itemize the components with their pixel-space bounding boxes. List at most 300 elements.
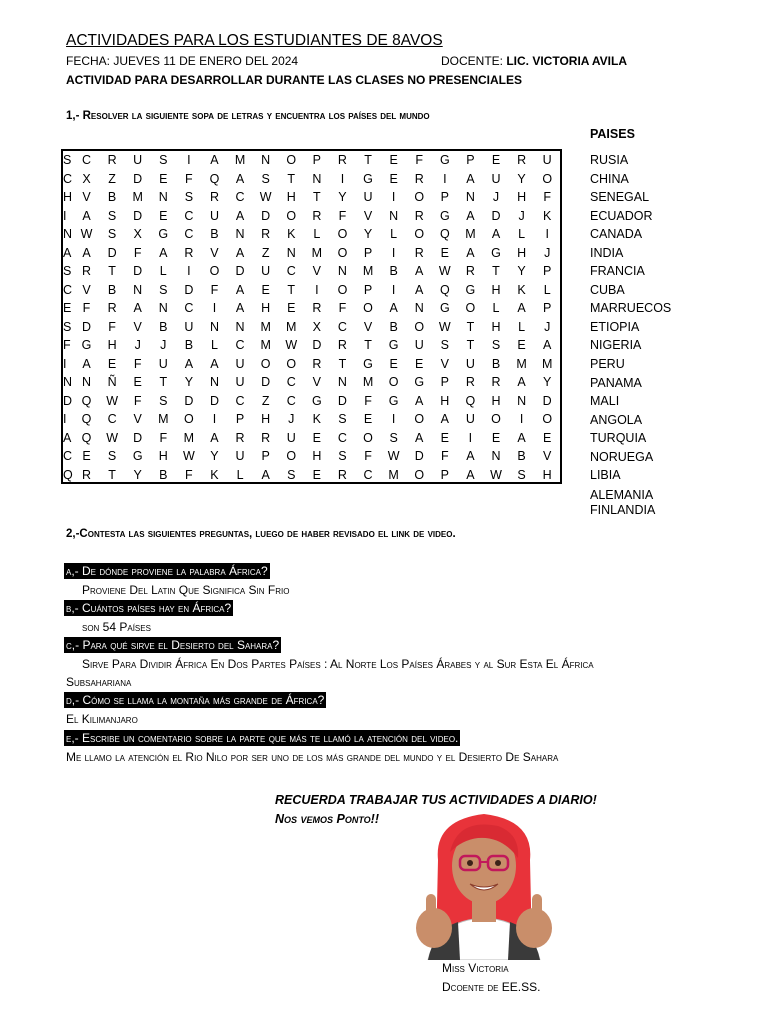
- grid-letter: B: [389, 264, 398, 278]
- grid-letter: E: [133, 375, 142, 389]
- grid-letter: F: [440, 449, 449, 463]
- grid-letter: C: [235, 393, 245, 408]
- word-search-grid: [61, 149, 562, 484]
- grid-letter: S: [159, 282, 168, 297]
- grid-letter: C: [286, 264, 296, 278]
- grid-letter: N: [465, 190, 475, 204]
- grid-letter: H: [491, 282, 501, 297]
- country-item: ANGOLA: [590, 412, 643, 427]
- teacher-avatar-illustration: [398, 800, 570, 960]
- grid-letter: J: [544, 245, 551, 260]
- answer-c: Subsahariana: [66, 675, 132, 689]
- grid-letter: A: [235, 245, 245, 260]
- grid-letter: S: [338, 412, 347, 426]
- grid-letter: P: [312, 153, 322, 167]
- grid-letter: I: [468, 430, 473, 445]
- grid-row: [63, 318, 560, 337]
- grid-letter: N: [235, 319, 245, 334]
- grid-letter: O: [414, 319, 425, 334]
- grid-letter: X: [133, 227, 142, 241]
- grid-letter: N: [63, 227, 73, 241]
- grid-letter: H: [517, 245, 527, 260]
- grid-letter: O: [337, 245, 348, 260]
- grid-letter: N: [312, 171, 322, 186]
- grid-letter: I: [315, 282, 319, 297]
- question-d: d,- Cómo se llama la montaña más grande de África?: [66, 693, 325, 707]
- grid-letter: U: [184, 319, 194, 334]
- grid-letter: A: [491, 227, 501, 241]
- grid-letter: I: [545, 227, 549, 241]
- grid-letter: R: [465, 375, 475, 389]
- grid-letter: A: [235, 301, 245, 315]
- country-item: PANAMA: [590, 375, 642, 390]
- grid-letter: K: [543, 208, 552, 223]
- grid-row: [63, 170, 560, 189]
- grid-letter: D: [133, 264, 143, 278]
- countries-list: [590, 151, 671, 485]
- grid-letter: E: [312, 430, 322, 445]
- grid-letter: P: [235, 412, 245, 426]
- grid-row: [63, 373, 560, 392]
- grid-letter: A: [261, 467, 270, 482]
- grid-letter: I: [391, 190, 396, 204]
- grid-letter: H: [312, 449, 322, 463]
- grid-letter: Q: [63, 467, 73, 482]
- country-item: SENEGAL: [590, 190, 650, 205]
- grid-letter: D: [261, 208, 271, 223]
- answer-e: Me llamo la atención el Rio Nilo por ser uno de los más grande del mundo y el Desierto De Sahara: [66, 750, 559, 764]
- grid-letter: C: [286, 393, 296, 408]
- grid-letter: U: [465, 412, 475, 426]
- grid-letter: P: [466, 153, 475, 167]
- grid-letter: R: [465, 264, 475, 278]
- grid-letter: E: [389, 356, 398, 371]
- grid-letter: U: [261, 264, 271, 278]
- grid-letter: E: [491, 153, 501, 167]
- grid-letter: E: [159, 171, 168, 186]
- grid-letter: A: [415, 282, 424, 297]
- country-item: CANADA: [590, 227, 643, 242]
- country-item: PERU: [590, 357, 625, 372]
- grid-letter: P: [261, 449, 270, 463]
- grid-letter: N: [209, 319, 219, 334]
- grid-letter: A: [82, 208, 91, 223]
- grid-letter: A: [82, 356, 91, 371]
- grid-letter: L: [210, 338, 218, 352]
- grid-letter: B: [389, 319, 398, 334]
- grid-letter: F: [133, 393, 142, 408]
- grid-letter: O: [184, 412, 194, 426]
- grid-letter: F: [338, 301, 347, 315]
- grid-letter: F: [108, 319, 116, 334]
- grid-letter: W: [438, 319, 451, 334]
- grid-letter: Y: [517, 264, 526, 278]
- question-e: e,- Escribe un comentario sobre la parte que más te llamó la atención del video.: [66, 731, 459, 745]
- grid-letter: I: [340, 171, 345, 186]
- grid-letter: L: [390, 227, 398, 241]
- grid-letter: A: [210, 430, 219, 445]
- grid-letter: V: [363, 319, 373, 334]
- grid-letter: V: [210, 245, 219, 260]
- grid-letter: A: [440, 412, 449, 426]
- grid-letter: A: [415, 430, 424, 445]
- grid-letter: R: [107, 301, 117, 315]
- grid-letter: G: [439, 208, 450, 223]
- grid-letter: L: [518, 227, 526, 241]
- grid-letter: C: [184, 301, 194, 315]
- grid-letter: O: [286, 153, 297, 167]
- question-a: a,- De dónde proviene la palabra África?: [66, 564, 268, 578]
- grid-letter: I: [187, 264, 191, 278]
- grid-letter: A: [210, 153, 219, 167]
- grid-letter: A: [517, 301, 526, 315]
- grid-letter: A: [235, 282, 245, 297]
- grid-letter: I: [519, 412, 524, 426]
- grid-letter: A: [159, 245, 168, 260]
- grid-letter: Y: [133, 467, 142, 482]
- grid-letter: G: [388, 338, 399, 352]
- grid-letter: E: [107, 356, 117, 371]
- grid-row: [63, 207, 560, 226]
- grid-letter: O: [337, 227, 348, 241]
- grid-letter: S: [107, 449, 117, 463]
- grid-letter: J: [160, 338, 167, 352]
- country-item: NORUEGA: [590, 449, 654, 464]
- country-item: NIGERIA: [590, 338, 642, 353]
- grid-letter: N: [158, 190, 168, 204]
- grid-letter: U: [363, 190, 373, 204]
- grid-letter: V: [363, 208, 373, 223]
- grid-letter: V: [312, 264, 322, 278]
- page-title: ACTIVIDADES PARA LOS ESTUDIANTES DE 8AVOS: [66, 32, 443, 49]
- grid-letter: R: [517, 153, 527, 167]
- grid-letter: Q: [209, 171, 220, 186]
- grid-letter: I: [63, 412, 67, 426]
- grid-letter: I: [212, 301, 217, 315]
- grid-letter: L: [313, 227, 321, 241]
- grid-letter: D: [107, 245, 117, 260]
- grid-letter: R: [312, 356, 322, 371]
- grid-letter: W: [106, 430, 118, 445]
- grid-letter: R: [312, 301, 322, 315]
- grid-letter: Q: [439, 227, 450, 241]
- grid-letter: Z: [261, 393, 270, 408]
- signature-role: Dcoente de EE.SS.: [442, 980, 541, 994]
- activity-subtitle: ACTIVIDAD PARA DESARROLLAR DURANTE LAS CLASES NO PRESENCIALES: [66, 73, 523, 87]
- grid-letter: F: [210, 282, 219, 297]
- grid-letter: R: [81, 264, 92, 278]
- grid-letter: A: [466, 467, 475, 482]
- grid-letter: E: [63, 301, 72, 315]
- grid-row: [63, 410, 560, 429]
- grid-letter: C: [235, 190, 245, 204]
- reminder-text: RECUERDA TRABAJAR TUS ACTIVIDADES A DIARIO!: [275, 793, 597, 807]
- grid-letter: S: [338, 449, 347, 463]
- grid-letter: P: [363, 245, 373, 260]
- answer-a: Proviene Del Latin Que Significa Sin Frio: [82, 583, 290, 597]
- grid-letter: W: [80, 227, 93, 241]
- grid-letter: I: [391, 282, 396, 297]
- grid-letter: R: [107, 153, 117, 167]
- grid-letter: M: [362, 264, 374, 278]
- grid-letter: M: [260, 319, 271, 334]
- grid-letter: N: [81, 375, 92, 389]
- grid-letter: K: [517, 282, 526, 297]
- grid-letter: S: [491, 338, 501, 352]
- grid-letter: P: [543, 301, 552, 315]
- grid-letter: E: [363, 412, 373, 426]
- grid-letter: B: [107, 282, 117, 297]
- grid-letter: V: [440, 356, 449, 371]
- grid-letter: D: [184, 393, 194, 408]
- grid-letter: K: [287, 227, 296, 241]
- grid-letter: B: [517, 449, 526, 463]
- country-item: CUBA: [590, 282, 625, 297]
- grid-letter: S: [107, 227, 117, 241]
- grid-letter: Y: [543, 375, 552, 389]
- grid-letter: I: [187, 153, 191, 167]
- grid-letter: R: [337, 467, 347, 482]
- grid-letter: R: [312, 208, 322, 223]
- grid-letter: H: [261, 301, 271, 315]
- grid-letter: S: [440, 338, 449, 352]
- answer-b: son 54 Países: [82, 620, 151, 634]
- country-item: TURQUIA: [590, 431, 647, 446]
- grid-letter: T: [466, 338, 475, 352]
- grid-letter: H: [542, 467, 552, 482]
- grid-letter: A: [466, 171, 475, 186]
- country-item: ECUADOR: [590, 208, 653, 223]
- grid-letter: E: [261, 282, 270, 297]
- grid-letter: E: [543, 430, 552, 445]
- grid-letter: G: [465, 282, 476, 297]
- grid-letter: H: [440, 393, 450, 408]
- grid-letter: A: [517, 430, 526, 445]
- grid-letter: L: [236, 467, 244, 482]
- grid-letter: T: [466, 319, 475, 334]
- section1-instruction: 1,- Resolver la siguiente sopa de letras y encuentra los países del mundo: [66, 110, 430, 122]
- farewell-text: Nos vemos Ponto!!: [275, 812, 379, 826]
- countries-list-extra: [590, 488, 655, 518]
- grid-letter: Q: [81, 412, 92, 426]
- grid-letter: E: [440, 430, 449, 445]
- grid-letter: L: [518, 319, 526, 334]
- grid-letter: D: [133, 208, 143, 223]
- grid-letter: K: [312, 412, 322, 426]
- grid-letter: F: [364, 393, 372, 408]
- grid-row: [63, 336, 560, 355]
- grid-letter: S: [63, 319, 72, 334]
- grid-letter: H: [261, 412, 271, 426]
- grid-letter: A: [415, 264, 424, 278]
- grid-letter: O: [363, 430, 373, 445]
- grid-letter: X: [312, 319, 322, 334]
- grid-letter: Q: [81, 393, 92, 408]
- country-item: FRANCIA: [590, 264, 645, 279]
- grid-letter: C: [286, 375, 296, 389]
- grid-letter: H: [63, 190, 73, 204]
- grid-letter: O: [337, 282, 348, 297]
- grid-letter: F: [364, 449, 372, 463]
- grid-letter: C: [63, 282, 73, 297]
- countries-heading: PAISES: [590, 127, 635, 141]
- grid-letter: U: [491, 171, 501, 186]
- grid-letter: M: [541, 356, 553, 371]
- grid-letter: O: [491, 412, 501, 426]
- grid-letter: A: [63, 430, 72, 445]
- answer-c: Sirve Para Dividir África En Dos Partes Países : Al Norte Los Países Árabes y al Sur Esta El África: [82, 657, 594, 671]
- grid-letter: A: [82, 245, 91, 260]
- grid-letter: M: [234, 153, 246, 167]
- grid-letter: W: [106, 393, 118, 408]
- grid-letter: C: [235, 338, 245, 352]
- grid-letter: A: [210, 356, 219, 371]
- grid-letter: R: [184, 245, 194, 260]
- country-item: RUSIA: [590, 153, 629, 167]
- grid-letter: E: [82, 449, 91, 463]
- grid-letter: V: [312, 375, 322, 389]
- grid-letter: T: [492, 264, 500, 278]
- grid-letter: Z: [261, 245, 270, 260]
- grid-letter: S: [63, 153, 72, 167]
- grid-letter: A: [543, 338, 552, 352]
- grid-row: [63, 429, 560, 448]
- grid-letter: F: [82, 301, 91, 315]
- grid-letter: D: [414, 449, 424, 463]
- grid-letter: K: [210, 467, 219, 482]
- grid-letter: N: [261, 153, 271, 167]
- grid-letter: A: [466, 449, 475, 463]
- grid-letter: M: [260, 338, 271, 352]
- grid-letter: T: [287, 282, 296, 297]
- teacher-label: DOCENTE:: [441, 54, 507, 68]
- grid-letter: S: [159, 393, 168, 408]
- grid-letter: T: [338, 356, 347, 371]
- grid-letter: S: [517, 467, 526, 482]
- grid-letter: F: [543, 190, 551, 204]
- grid-letter: I: [391, 412, 396, 426]
- grid-letter: W: [182, 449, 195, 463]
- grid-letter: O: [260, 356, 271, 371]
- grid-letter: I: [391, 245, 396, 260]
- grid-letter: A: [389, 301, 398, 315]
- grid-letter: N: [286, 245, 296, 260]
- grid-letter: U: [414, 338, 424, 352]
- signature-name: Miss Victoria: [442, 961, 509, 975]
- grid-row: [63, 466, 560, 485]
- country-item: FINLANDIA: [590, 503, 656, 517]
- grid-letter: B: [159, 319, 168, 334]
- teacher-line: [441, 54, 627, 68]
- grid-letter: D: [337, 393, 347, 408]
- grid-letter: M: [362, 375, 374, 389]
- grid-letter: N: [337, 375, 347, 389]
- grid-letter: U: [286, 430, 296, 445]
- grid-letter: J: [544, 319, 551, 334]
- grid-letter: N: [158, 301, 168, 315]
- grid-letter: D: [542, 393, 552, 408]
- grid-letter: M: [516, 356, 527, 371]
- grid-letter: R: [209, 190, 219, 204]
- grid-letter: I: [63, 356, 67, 371]
- grid-letter: T: [108, 264, 116, 278]
- grid-letter: F: [185, 171, 193, 186]
- grid-letter: A: [63, 245, 72, 260]
- grid-letter: Z: [108, 171, 116, 186]
- grid-row: [63, 447, 560, 466]
- grid-letter: V: [133, 319, 142, 334]
- grid-letter: A: [235, 171, 245, 186]
- country-item: INDIA: [590, 245, 624, 260]
- grid-letter: O: [363, 301, 373, 315]
- country-item: LIBIA: [590, 468, 621, 483]
- grid-row: [63, 244, 560, 263]
- grid-letter: W: [285, 338, 298, 352]
- grid-letter: F: [415, 153, 424, 167]
- grid-row: [63, 355, 560, 374]
- grid-letter: S: [287, 467, 296, 482]
- grid-letter: H: [491, 393, 501, 408]
- grid-letter: C: [81, 153, 92, 167]
- grid-letter: A: [184, 356, 194, 371]
- grid-letter: O: [209, 264, 220, 278]
- grid-row: [63, 281, 560, 300]
- grid-letter: W: [387, 449, 400, 463]
- grid-letter: R: [414, 171, 424, 186]
- grid-letter: T: [108, 467, 116, 482]
- grid-letter: C: [184, 227, 194, 241]
- grid-letter: B: [159, 467, 168, 482]
- grid-letter: M: [132, 190, 143, 204]
- grid-letter: D: [133, 171, 143, 186]
- grid-letter: B: [491, 356, 501, 371]
- grid-letter: G: [491, 245, 501, 260]
- grid-letter: G: [363, 171, 373, 186]
- grid-letter: J: [134, 338, 141, 352]
- grid-letter: B: [184, 338, 194, 352]
- grid-letter: J: [288, 412, 295, 426]
- grid-letter: J: [492, 190, 500, 204]
- grid-letter: U: [209, 208, 219, 223]
- grid-letter: D: [209, 393, 219, 408]
- grid-letter: M: [286, 319, 297, 334]
- grid-letter: R: [81, 467, 92, 482]
- grid-letter: O: [414, 227, 425, 241]
- grid-letter: F: [133, 356, 142, 371]
- grid-letter: C: [337, 430, 347, 445]
- grid-letter: D: [491, 208, 501, 223]
- grid-letter: M: [183, 430, 195, 445]
- grid-letter: E: [312, 467, 322, 482]
- grid-letter: N: [414, 301, 424, 315]
- grid-row: [63, 299, 560, 318]
- grid-letter: M: [311, 245, 323, 260]
- grid-letter: C: [63, 171, 73, 186]
- grid-letter: N: [491, 449, 501, 463]
- grid-letter: O: [414, 467, 425, 482]
- grid-letter: J: [518, 208, 525, 223]
- grid-letter: M: [465, 227, 476, 241]
- grid-letter: N: [63, 375, 73, 389]
- grid-letter: F: [338, 208, 347, 223]
- grid-letter: F: [133, 245, 142, 260]
- country-item: MALI: [590, 394, 620, 409]
- grid-letter: E: [389, 153, 398, 167]
- grid-letter: S: [184, 190, 194, 204]
- grid-letter: N: [133, 282, 143, 297]
- grid-letter: Q: [439, 282, 450, 297]
- grid-row: [63, 262, 560, 281]
